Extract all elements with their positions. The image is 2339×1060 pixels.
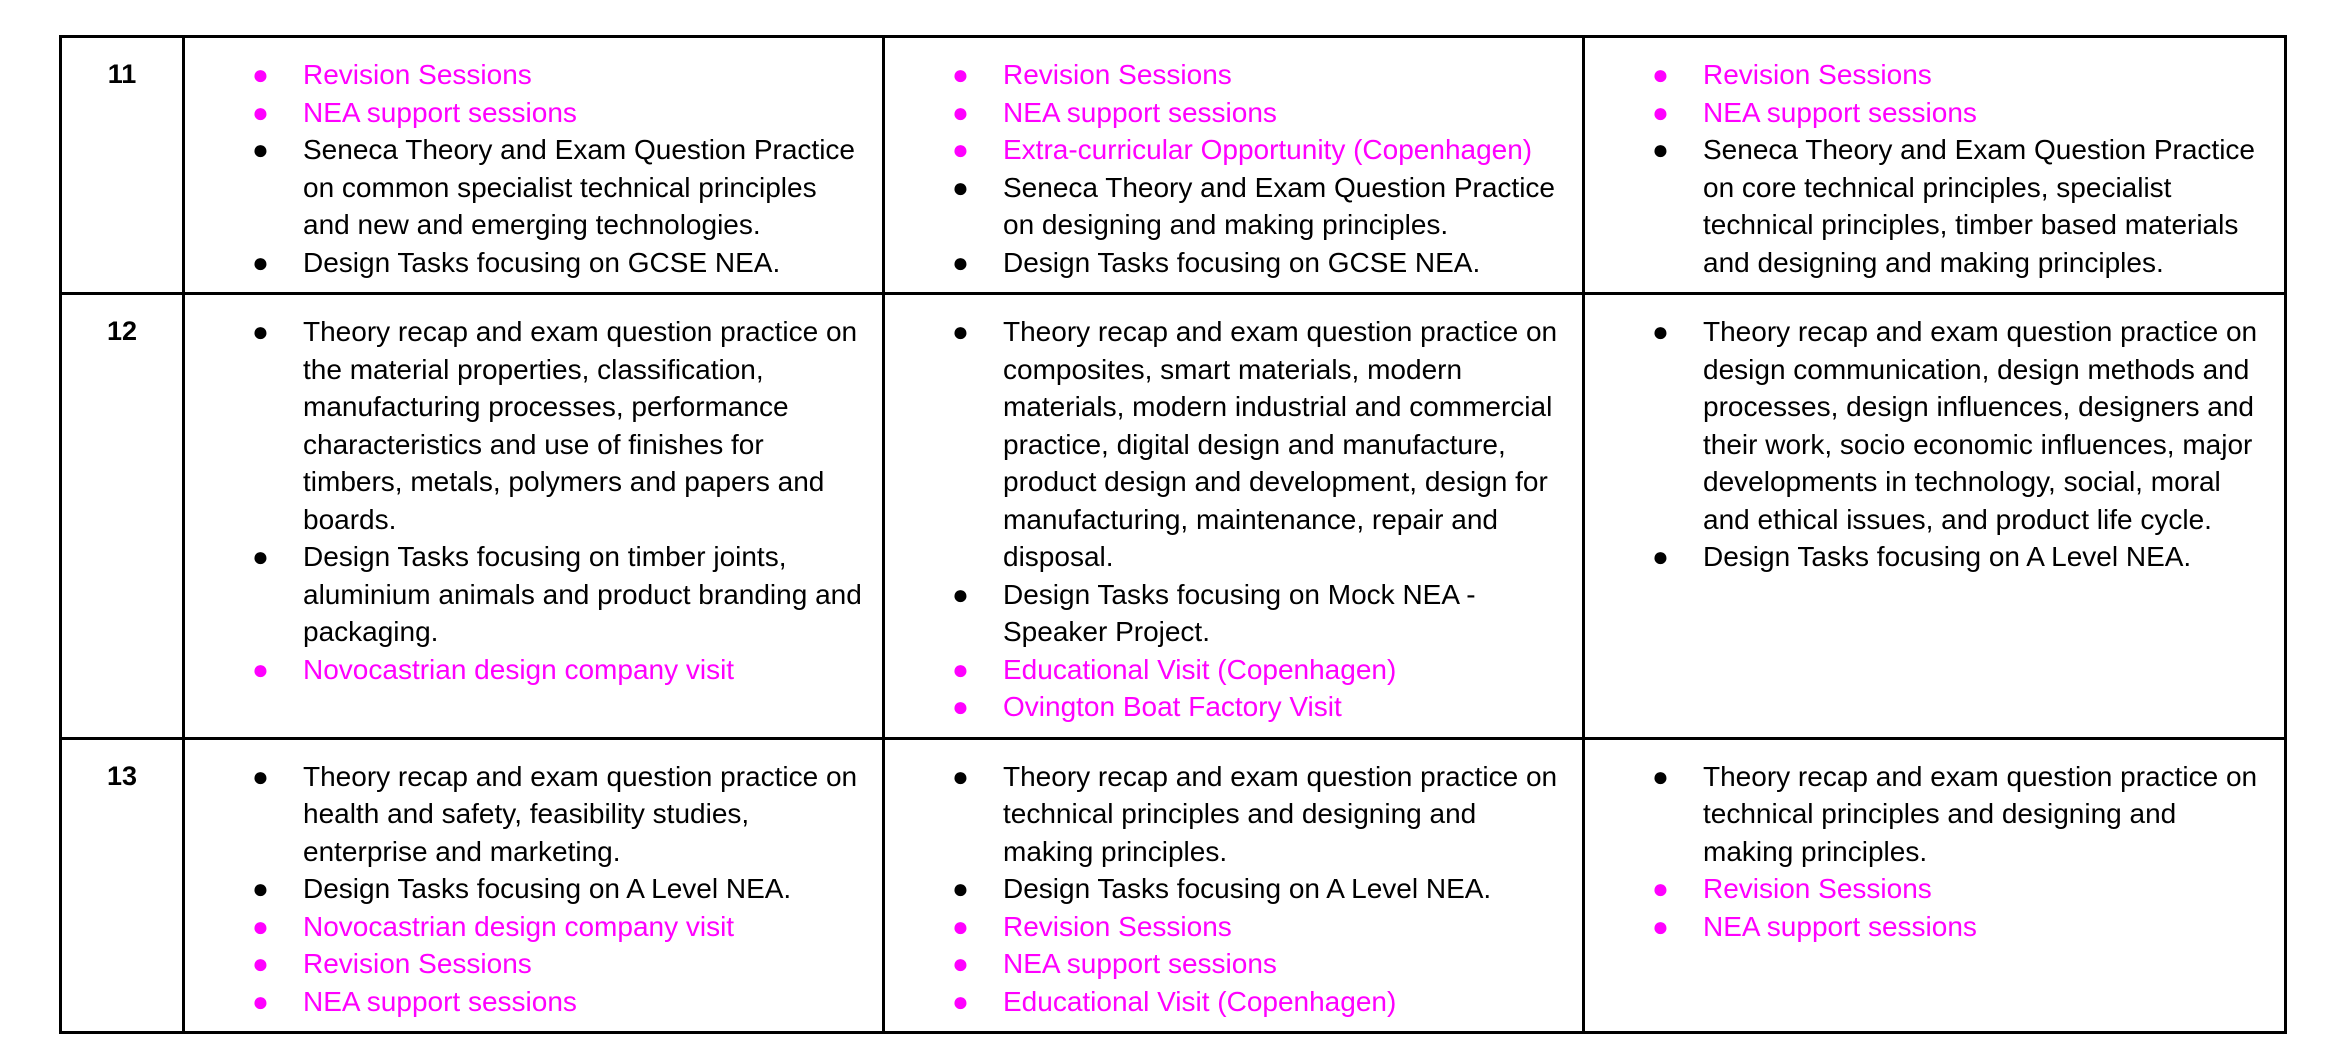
bullet-icon: ● [252, 59, 269, 90]
year-row [61, 37, 2286, 294]
year-row [61, 294, 2286, 739]
activity-cell [884, 37, 1584, 294]
list-item-text: Design Tasks focusing on GCSE NEA. [303, 246, 781, 278]
list-item-text: Design Tasks focusing on timber joints, aluminium animals and product branding and packaging. [303, 541, 862, 647]
year-label: 12 [61, 294, 184, 739]
activity-list [1585, 56, 2284, 281]
list-item-text: Theory recap and exam question practice on technical principles and designing and making principles. [1703, 760, 2258, 867]
list-item-text: Theory recap and exam question practice on the material properties, classification, manufacturing processes, performance characteristics and use of finishes for timbers, metals, polymers and papers and boards. [303, 316, 858, 535]
list-item [185, 56, 866, 94]
bullet-icon: ● [252, 134, 269, 165]
list-item-text: Novocastrian design company visit [303, 653, 735, 685]
bullet-icon: ● [952, 653, 969, 685]
bullet-icon: ● [952, 59, 969, 90]
list-item [885, 983, 1566, 1021]
list-item [885, 688, 1566, 726]
list-item-text: Theory recap and exam question practice on composites, smart materials, modern materials, modern industrial and commercial practice, digital design and manufacture, product design and development, design for manufacturing, maintenance, repair and disposal. [1003, 316, 1558, 572]
list-item-text: Seneca Theory and Exam Question Practice on designing and making principles. [1003, 171, 1556, 240]
activity-cell [184, 294, 884, 739]
activity-list [885, 313, 1582, 726]
bullet-icon: ● [952, 873, 969, 904]
list-item-text: NEA support sessions [1703, 96, 1977, 128]
bullet-icon: ● [252, 873, 269, 904]
list-item [1585, 758, 2268, 871]
list-item-text: Revision Sessions [1003, 910, 1232, 942]
bullet-icon: ● [252, 760, 269, 792]
list-item-text: NEA support sessions [1003, 96, 1277, 128]
bullet-icon: ● [252, 541, 269, 572]
bullet-icon: ● [252, 985, 269, 1017]
list-item-text: Revision Sessions [1703, 59, 1932, 90]
bullet-icon: ● [1652, 134, 1669, 165]
activity-cell [1584, 738, 2286, 1033]
list-item [885, 313, 1566, 576]
bullet-icon: ● [252, 910, 269, 942]
bullet-icon: ● [952, 578, 969, 610]
year-label: 13 [61, 738, 184, 1033]
list-item-text: Seneca Theory and Exam Question Practice on core technical principles, specialist technical principles, timber based materials and designing and making principles. [1703, 134, 2256, 278]
bullet-icon: ● [1652, 96, 1669, 128]
list-item [185, 983, 866, 1021]
activity-list [185, 758, 882, 1021]
bullet-icon: ● [252, 246, 269, 278]
list-item [885, 56, 1566, 94]
list-item [185, 94, 866, 132]
list-item-text: Design Tasks focusing on A Level NEA. [1003, 873, 1492, 904]
list-item-text: Novocastrian design company visit [303, 910, 735, 942]
activity-list [185, 56, 882, 281]
activity-list [185, 313, 882, 688]
activity-list [1585, 758, 2284, 946]
activity-list [1585, 313, 2284, 576]
list-item-text: Revision Sessions [1003, 59, 1232, 90]
bullet-icon: ● [252, 316, 269, 347]
list-item [1585, 313, 2268, 538]
list-item-text: NEA support sessions [1003, 948, 1277, 979]
bullet-icon: ● [252, 948, 269, 979]
list-item-text: Revision Sessions [1703, 873, 1932, 904]
list-item-text: Theory recap and exam question practice on health and safety, feasibility studies, enterprise and marketing. [303, 760, 858, 867]
list-item [885, 131, 1566, 169]
list-item-text: Revision Sessions [303, 948, 532, 979]
list-item [885, 94, 1566, 132]
bullet-icon: ● [952, 316, 969, 347]
list-item [885, 870, 1566, 908]
list-item [885, 169, 1566, 244]
list-item-text: NEA support sessions [1703, 910, 1977, 942]
activity-cell [1584, 294, 2286, 739]
list-item [1585, 131, 2268, 281]
list-item [885, 945, 1566, 983]
bullet-icon: ● [1652, 316, 1669, 347]
curriculum-table-body [61, 37, 2286, 1033]
list-item [185, 908, 866, 946]
activity-cell [884, 738, 1584, 1033]
bullet-icon: ● [252, 653, 269, 685]
list-item-text: Educational Visit (Copenhagen) [1003, 653, 1397, 685]
activity-cell [1584, 37, 2286, 294]
list-item-text: Seneca Theory and Exam Question Practice on common specialist technical principles and new and emerging technologies. [303, 134, 856, 240]
list-item [185, 945, 866, 983]
list-item [185, 244, 866, 282]
bullet-icon: ● [1652, 910, 1669, 942]
bullet-icon: ● [1652, 873, 1669, 904]
list-item [885, 908, 1566, 946]
list-item [185, 131, 866, 244]
bullet-icon: ● [1652, 541, 1669, 572]
activity-list [885, 758, 1582, 1021]
bullet-icon: ● [952, 96, 969, 128]
list-item [1585, 538, 2268, 576]
bullet-icon: ● [952, 691, 969, 722]
list-item [885, 576, 1566, 651]
year-row [61, 738, 2286, 1033]
bullet-icon: ● [252, 96, 269, 128]
bullet-icon: ● [952, 171, 969, 203]
list-item [1585, 56, 2268, 94]
bullet-icon: ● [952, 134, 969, 165]
list-item [1585, 908, 2268, 946]
activity-list [885, 56, 1582, 281]
list-item [885, 651, 1566, 689]
list-item-text: Educational Visit (Copenhagen) [1003, 985, 1397, 1017]
bullet-icon: ● [952, 246, 969, 278]
activity-cell [184, 738, 884, 1033]
list-item [1585, 870, 2268, 908]
list-item [185, 651, 866, 689]
list-item [185, 538, 866, 651]
list-item-text: Theory recap and exam question practice on technical principles and designing and making principles. [1003, 760, 1558, 867]
year-label: 11 [61, 37, 184, 294]
list-item-text: Revision Sessions [303, 59, 532, 90]
list-item-text: Design Tasks focusing on GCSE NEA. [1003, 246, 1481, 278]
list-item [885, 758, 1566, 871]
list-item [185, 758, 866, 871]
bullet-icon: ● [1652, 760, 1669, 792]
list-item-text: Design Tasks focusing on Mock NEA - Speaker Project. [1003, 578, 1476, 647]
list-item-text: Ovington Boat Factory Visit [1003, 691, 1342, 722]
list-item-text: Theory recap and exam question practice on design communication, design methods and processes, design influences, designers and their work, socio economic influences, major developments in technology, social, moral and ethical issues, and product life cycle. [1703, 316, 2258, 535]
list-item-text: Design Tasks focusing on A Level NEA. [303, 873, 792, 904]
list-item [185, 870, 866, 908]
list-item [1585, 94, 2268, 132]
curriculum-table [59, 35, 2287, 1034]
list-item-text: Extra-curricular Opportunity (Copenhagen) [1003, 134, 1533, 165]
list-item-text: Design Tasks focusing on A Level NEA. [1703, 541, 2192, 572]
list-item-text: NEA support sessions [303, 985, 577, 1017]
list-item [885, 244, 1566, 282]
activity-cell [884, 294, 1584, 739]
bullet-icon: ● [952, 948, 969, 979]
list-item [185, 313, 866, 538]
bullet-icon: ● [1652, 59, 1669, 90]
bullet-icon: ● [952, 985, 969, 1017]
bullet-icon: ● [952, 910, 969, 942]
list-item-text: NEA support sessions [303, 96, 577, 128]
activity-cell [184, 37, 884, 294]
bullet-icon: ● [952, 760, 969, 792]
